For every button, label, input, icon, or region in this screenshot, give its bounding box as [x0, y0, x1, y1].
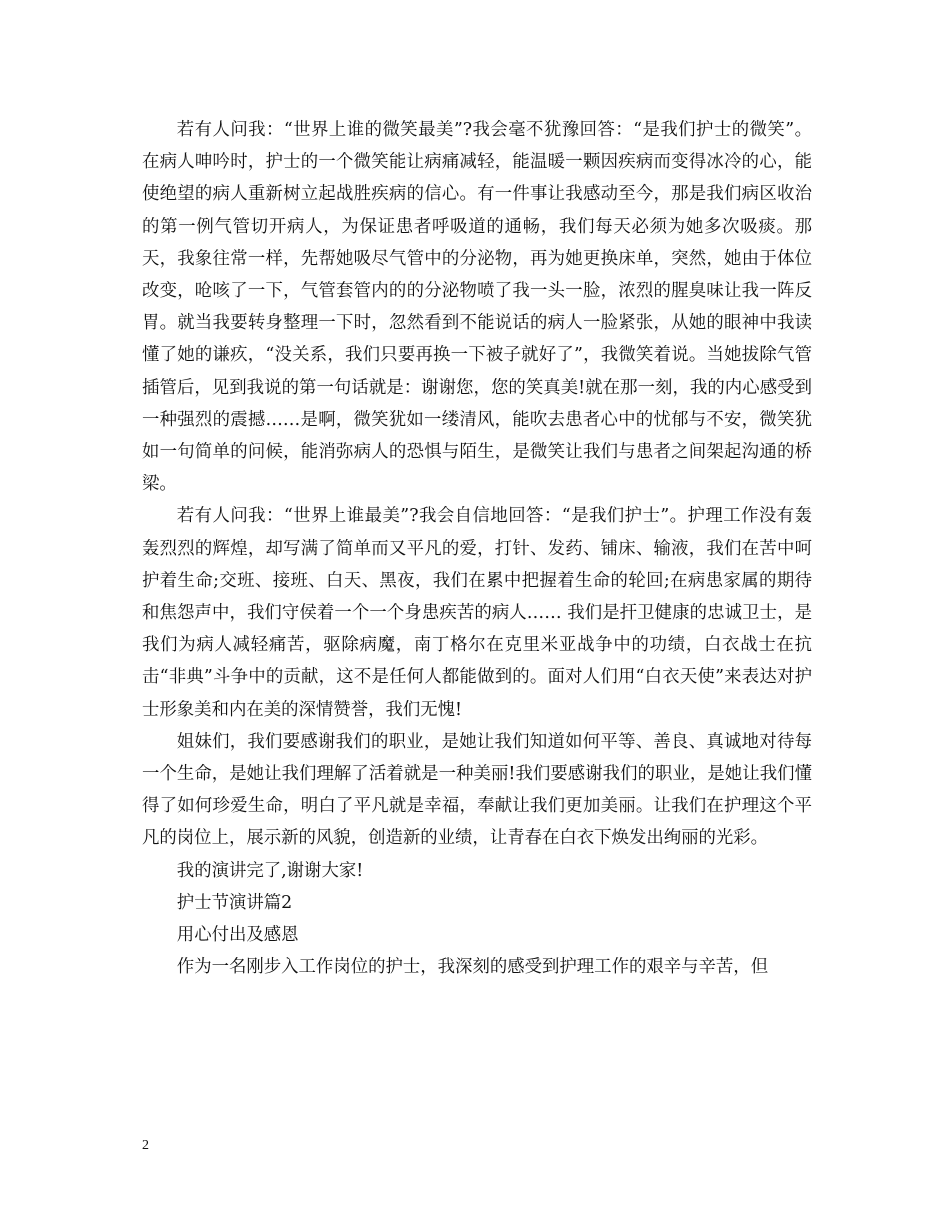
- paragraph-gratitude: 姐妹们，我们要感谢我们的职业，是她让我们知道如何平等、善良、真诚地对待每一个生命，是她让我们理解了活着就是一种美丽!我们要感谢我们的职业，是她让我们懂得了如何珍爱生命，明白了平凡就是幸福，奉献让我们更加美丽。让我们在护理这个平凡的岗位上，展示新的风貌，创造新的业绩，让青春在白衣下焕发出绚丽的光彩。: [142, 731, 812, 849]
- paragraph-smile: 若有人问我：“世界上谁的微笑最美”?我会毫不犹豫回答：“是我们护士的微笑”。在病人呻吟时，护士的一个微笑能让病痛减轻，能温暖一颗因疾病而变得冰冷的心，能使绝望的病人重新树立起战胜疾病的信心。有一件事让我感动至今，那是我们病区收治的第一例气管切开病人，为保证患者呼吸道的通畅，我们每天必须为她多次吸痰。那天，我象往常一样，先帮她吸尽气管中的分泌物，再为她更换床单，突然，她由于体位改变，呛咳了一下，气管套管内的的分泌物喷了我一头一脸，浓烈的腥臭味让我一阵反胃。就当我要转身整理一下时，忽然看到不能说话的病人一脸紧张，从她的眼神中我读懂了她的谦疚，“没关系，我们只要再换一下被子就好了”，我微笑着说。当她拔除气管插管后，见到我说的第一句话就是：谢谢您，您的笑真美!就在那一刻，我的内心感受到一种强烈的震撼……是啊，微笑犹如一缕清风，能吹去患者心中的忧郁与不安，微笑犹如一句简单的问候，能消弥病人的恐惧与陌生，是微笑让我们与患者之间架起沟通的桥梁。: [142, 120, 812, 495]
- paragraph-most-beautiful: 若有人问我：“世界上谁最美”?我会自信地回答：“是我们护士”。护理工作没有轰轰烈烈的辉煌，却写满了简单而又平凡的爱，打针、发药、铺床、输液，我们在苦中呵护着生命;交班、接班、白天、黑夜，我们在累中把握着生命的轮回;在病患家属的期待和焦怨声中，我们守侯着一个一个身患疾苦的病人…… 我们是扞卫健康的忠诚卫士，是我们为病人减轻痛苦，驱除病魔，南丁格尔在克里米亚战争中的功绩，白衣战士在抗击“非典”斗争中的贡献，这不是任何人都能做到的。面对人们用“白衣天使”来表达对护士形象美和内在美的深情赞誉，我们无愧!: [142, 506, 812, 720]
- page-number: 2: [142, 1138, 149, 1153]
- section-heading: 护士节演讲篇2: [176, 892, 293, 913]
- paragraph-intro-2: 作为一名刚步入工作岗位的护士，我深刻的感受到护理工作的艰辛与辛苦，但: [176, 957, 769, 978]
- body-text: [142, 114, 812, 983]
- paragraph-closing: 我的演讲完了,谢谢大家!: [176, 860, 364, 881]
- section-subtitle: 用心付出及感恩: [176, 925, 299, 946]
